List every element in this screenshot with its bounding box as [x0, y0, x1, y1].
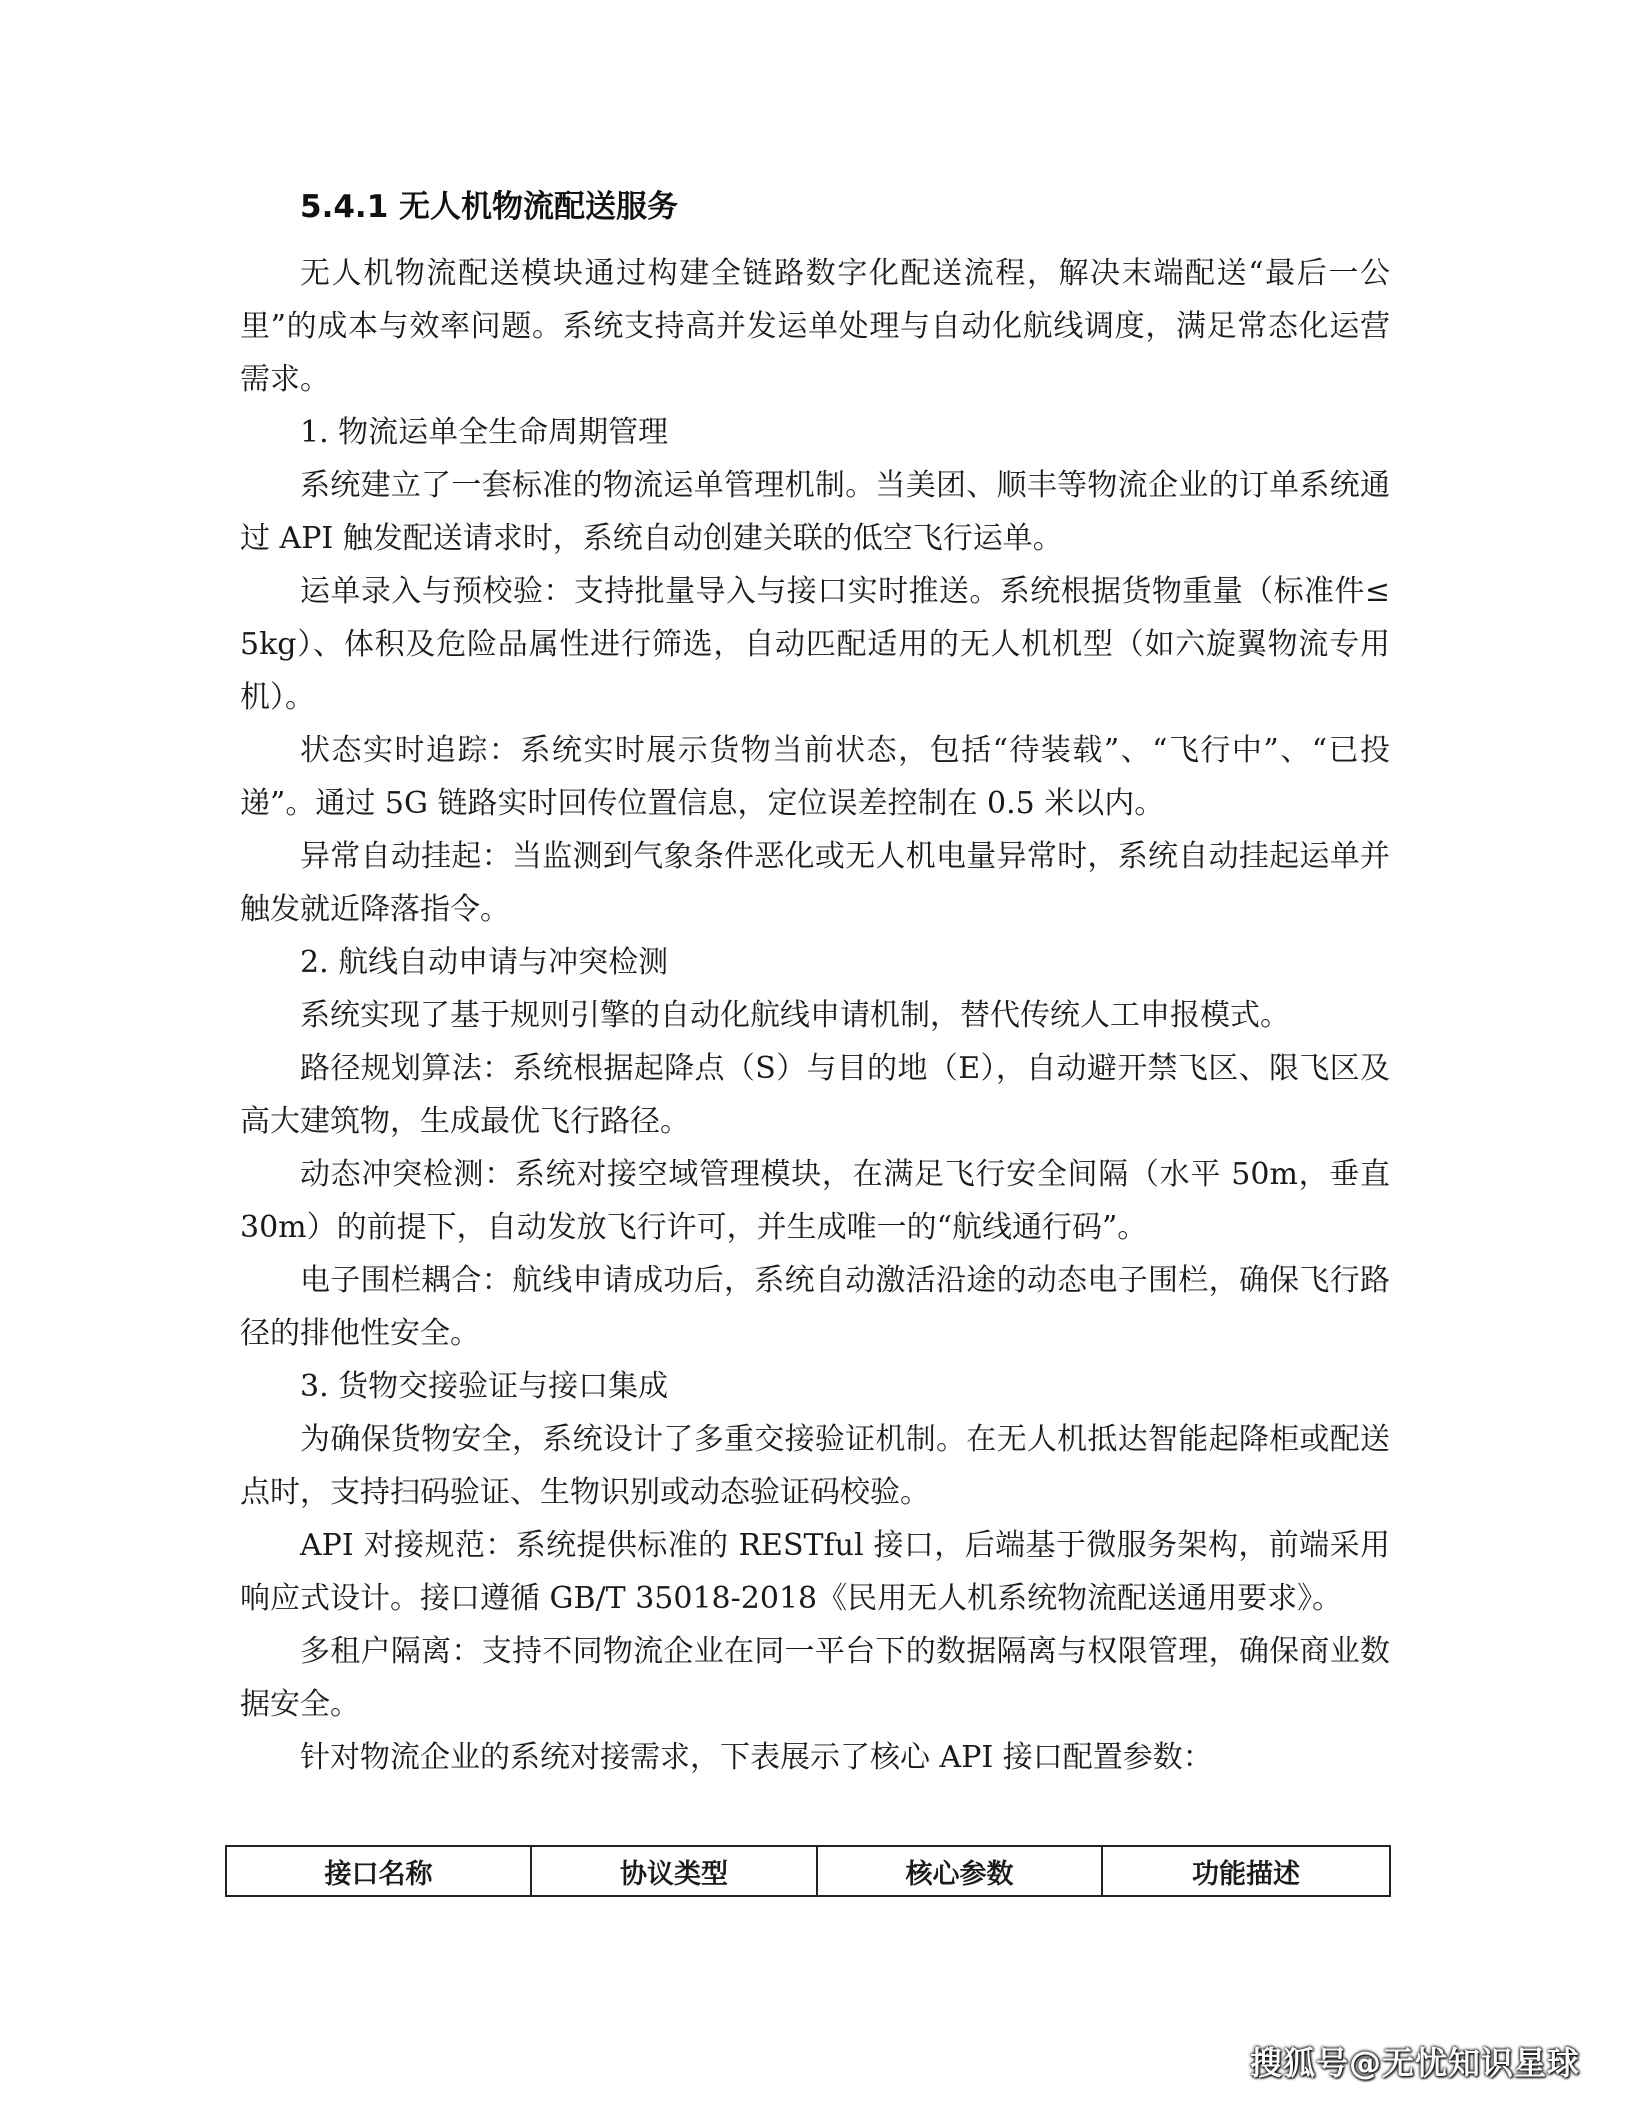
list-item-1-paragraph: 运单录入与预校验：支持批量导入与接口实时推送。系统根据货物重量（标准件≤5kg）、体积及危险品属性进行筛选，自动匹配适用的无人机机型（如六旋翼物流专用机）。	[240, 574, 1390, 715]
list-item-3-paragraph: 针对物流企业的系统对接需求，下表展示了核心 API 接口配置参数：	[300, 1740, 1213, 1775]
list-item-2-paragraph: 动态冲突检测：系统对接空域管理模块，在满足飞行安全间隔（水平 50m，垂直 30m）的前提下，自动发放飞行许可，并生成唯一的“航线通行码”。	[240, 1157, 1391, 1245]
list-item-2-paragraph: 系统实现了基于规则引擎的自动化航线申请机制，替代传统人工申报模式。	[300, 998, 1290, 1033]
list-item-3-title: 3. 货物交接验证与接口集成	[300, 1369, 669, 1404]
section-heading: 5.4.1 无人机物流配送服务	[300, 189, 679, 225]
list-item-3-paragraph: 多租户隔离：支持不同物流企业在同一平台下的数据隔离与权限管理，确保商业数据安全。	[240, 1634, 1390, 1722]
list-item-3-paragraph: API 对接规范：系统提供标准的 RESTful 接口，后端基于微服务架构，前端采用响应式设计。接口遵循 GB/T 35018-2018《民用无人机系统物流配送通用要求》。	[240, 1528, 1390, 1616]
intro-paragraph: 无人机物流配送模块通过构建全链路数字化配送流程，解决末端配送“最后一公里”的成本与效率问题。系统支持高并发运单处理与自动化航线调度，满足常态化运营需求。	[240, 256, 1390, 397]
list-item-2-title: 2. 航线自动申请与冲突检测	[300, 945, 669, 980]
table-header-cell: 接口名称	[226, 1846, 531, 1896]
list-item-2-paragraph: 路径规划算法：系统根据起降点（S）与目的地（E），自动避开禁飞区、限飞区及高大建筑物，生成最优飞行路径。	[240, 1051, 1390, 1139]
table-header-cell: 功能描述	[1102, 1846, 1390, 1896]
api-config-table	[225, 1845, 1391, 1897]
watermark: 搜狐号@无忧知识星球	[1249, 2044, 1580, 2082]
list-item-1-paragraph: 系统建立了一套标准的物流运单管理机制。当美团、顺丰等物流企业的订单系统通过 API 触发配送请求时，系统自动创建关联的低空飞行运单。	[240, 468, 1390, 556]
list-item-1-title: 1. 物流运单全生命周期管理	[300, 415, 669, 450]
table-header-row	[226, 1846, 1390, 1896]
document-body	[240, 185, 1390, 1784]
list-item-3-paragraph: 为确保货物安全，系统设计了多重交接验证机制。在无人机抵达智能起降柜或配送点时，支持扫码验证、生物识别或动态验证码校验。	[240, 1422, 1390, 1510]
list-item-1-paragraph: 状态实时追踪：系统实时展示货物当前状态，包括“待装载”、“飞行中”、“已投递”。通过 5G 链路实时回传位置信息，定位误差控制在 0.5 米以内。	[240, 733, 1390, 821]
table-header-cell: 核心参数	[817, 1846, 1102, 1896]
list-item-1-paragraph: 异常自动挂起：当监测到气象条件恶化或无人机电量异常时，系统自动挂起运单并触发就近降落指令。	[240, 839, 1390, 927]
list-item-2-paragraph: 电子围栏耦合：航线申请成功后，系统自动激活沿途的动态电子围栏，确保飞行路径的排他性安全。	[240, 1263, 1390, 1351]
table-header-cell: 协议类型	[531, 1846, 817, 1896]
